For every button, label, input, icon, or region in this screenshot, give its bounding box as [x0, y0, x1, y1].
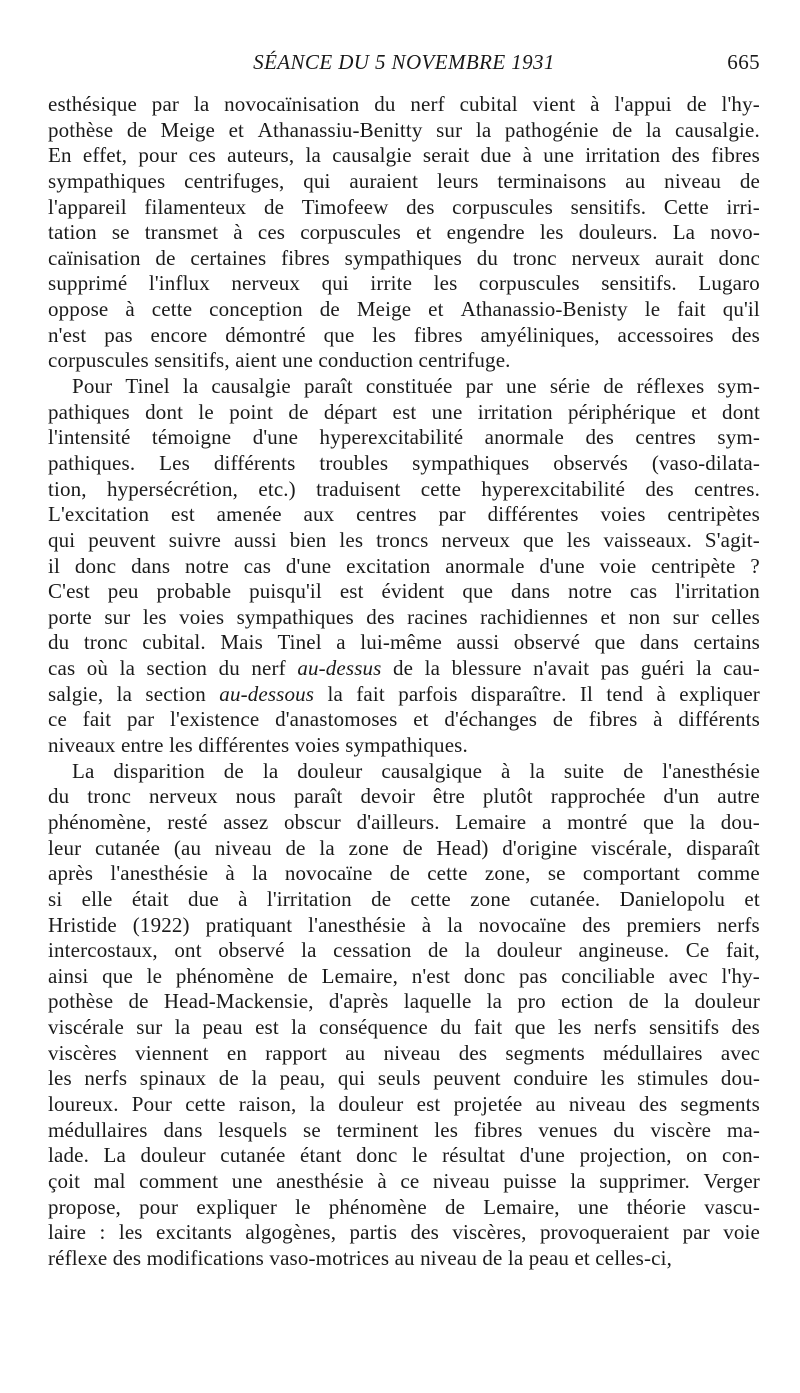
text-line: C'est peu probable puisqu'il est évident que dans notre cas l'irritation	[48, 579, 760, 604]
text-line: viscérale sur la peau est la conséquence du fait que les nerfs sensitifs des	[48, 1015, 760, 1040]
text-line: Pour Tinel la causalgie paraît constituée par une série de réflexes sym-	[72, 374, 760, 399]
text-line: ainsi que le phénomène de Lemaire, n'est donc pas conciliable avec l'hy-	[48, 963, 760, 988]
text-line: sympathiques centrifuges, qui auraient leurs terminaisons au niveau de	[48, 168, 760, 193]
text-line: esthésique par la novocaïnisation du nerf cubital vient à l'appui de l'hy-	[48, 92, 760, 116]
text-line: pothèse de Head-Mackensie, d'après laquelle la pro ection de la douleur	[48, 989, 760, 1014]
running-title: SÉANCE DU 5 NOVEMBRE 1931	[253, 50, 555, 74]
text-line: çoit mal comment une anesthésie à ce niveau puisse la supprimer. Verger	[48, 1168, 760, 1193]
text-line: si elle était due à l'irritation de cette zone cutanée. Danielopolu et	[48, 886, 760, 911]
page-number: 665	[727, 50, 760, 74]
text-line: qui peuvent suivre aussi bien les troncs nerveux que les vaisseaux. S'agit-	[48, 527, 760, 552]
text-line: caïnisation de certaines fibres sympathiques du tronc nerveux aurait donc	[48, 245, 760, 270]
text-line: En effet, pour ces auteurs, la causalgie serait due à une irritation des fibres	[48, 143, 760, 168]
text-line: leur cutanée (au niveau de la zone de Head) d'origine viscérale, disparaît	[48, 835, 760, 860]
text-line: L'excitation est amenée aux centres par différentes voies centripètes	[48, 502, 760, 527]
page-header	[48, 50, 760, 76]
body-text	[48, 92, 760, 1271]
text-line: tion, hypersécrétion, etc.) traduisent cette hyperexcitabilité des centres.	[48, 476, 760, 501]
text-line: Hristide (1922) pratiquant l'anesthésie à la novocaïne des premiers nerfs	[48, 912, 760, 937]
text-line: propose, pour expliquer le phénomène de Lemaire, une théorie vascu-	[48, 1194, 760, 1219]
text-line: viscères viennent en rapport au niveau des segments médullaires avec	[48, 1040, 760, 1065]
text-line: l'appareil filamenteux de Timofeew des corpuscules sensitifs. Cette irri-	[48, 194, 760, 219]
text-line: réflexe des modifications vaso-motrices au niveau de la peau et celles-ci,	[48, 1245, 672, 1270]
text-line: tation se transmet à ces corpuscules et engendre les douleurs. La novo-	[48, 220, 760, 245]
text-line: ce fait par l'existence d'anastomoses et d'échanges de fibres à différents	[48, 707, 760, 732]
text-line: les nerfs spinaux de la peau, qui seuls peuvent conduire les stimules dou-	[48, 1066, 760, 1091]
text-line: l'intensité témoigne d'une hyperexcitabilité anormale des centres sym-	[48, 425, 760, 450]
text-line: médullaires dans lesquels se terminent les fibres venues du viscère ma-	[48, 1117, 760, 1142]
text-line: corpuscules sensitifs, aient une conduction centrifuge.	[48, 348, 511, 373]
text-line: il donc dans notre cas d'une excitation anormale d'une voie centripète ?	[48, 553, 760, 578]
text-line: n'est pas encore démontré que les fibres amyéliniques, accessoires des	[48, 322, 760, 347]
text-line: intercostaux, ont observé la cessation de la douleur angineuse. Ce fait,	[48, 938, 760, 963]
text-line: pathiques dont le point de départ est une irritation périphérique et dont	[48, 399, 760, 424]
text-line: pothèse de Meige et Athanassiu-Benitty sur la pathogénie de la causalgie.	[48, 117, 760, 142]
text-line: phénomène, resté assez obscur d'ailleurs. Lemaire a montré que la dou-	[48, 809, 760, 834]
text-line: loureux. Pour cette raison, la douleur est projetée au niveau des segments	[48, 1091, 760, 1116]
text-line: La disparition de la douleur causalgique à la suite de l'anesthésie	[72, 758, 760, 783]
text-line: salgie, la section au-dessous la fait parfois disparaître. Il tend à expliquer	[48, 681, 760, 706]
text-line: cas où la section du nerf au-dessus de la blessure n'avait pas guéri la cau-	[48, 656, 760, 681]
text-line: porte sur les voies sympathiques des racines rachidiennes et non sur celles	[48, 604, 760, 629]
text-line: du tronc nerveux nous paraît devoir être plutôt rapprochée d'un autre	[48, 784, 760, 809]
text-line: oppose à cette conception de Meige et Athanassio-Benisty le fait qu'il	[48, 297, 760, 322]
text-line: laire : les excitants algogènes, partis des viscères, provoqueraient par voie	[48, 1220, 760, 1245]
text-line: après l'anesthésie à la novocaïne de cette zone, se comportant comme	[48, 861, 760, 886]
text-line: du tronc cubital. Mais Tinel a lui-même aussi observé que dans certains	[48, 630, 760, 655]
text-line: niveaux entre les différentes voies sympathiques.	[48, 733, 468, 758]
text-line: pathiques. Les différents troubles sympathiques observés (vaso-dilata-	[48, 450, 760, 475]
text-line: supprimé l'influx nerveux qui irrite les corpuscules sensitifs. Lugaro	[48, 271, 760, 296]
text-line: lade. La douleur cutanée étant donc le résultat d'une projection, on con-	[48, 1143, 760, 1168]
